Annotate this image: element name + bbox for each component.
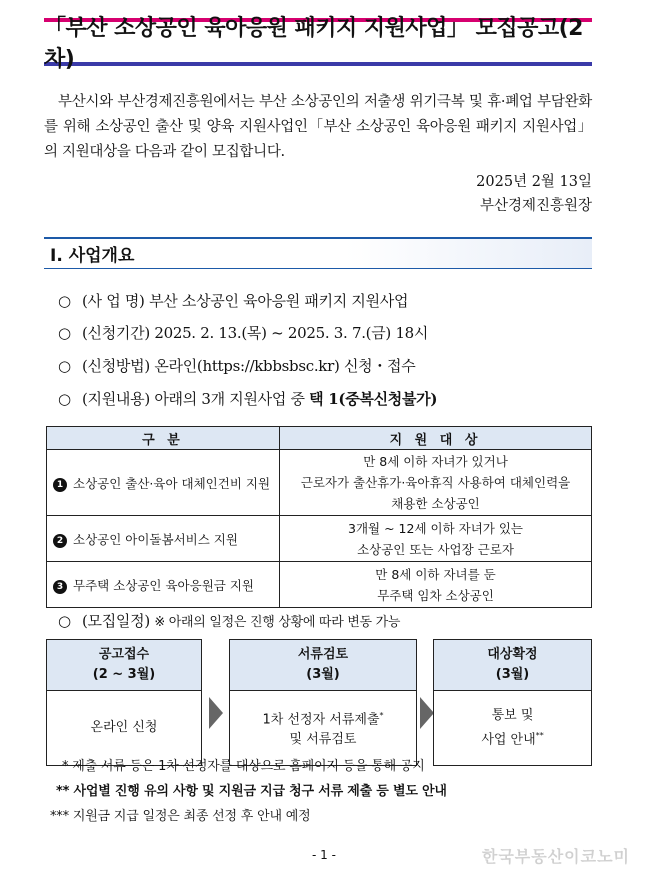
watermark: 한국부동산이코노미 (481, 847, 630, 866)
bullet-text: (신청기간) 2025. 2. 13.(목) ~ 2025. 3. 7.(금) 18시 (82, 324, 429, 342)
title-bar (44, 16, 592, 72)
table-header-target: 지 원 대 상 (280, 427, 592, 450)
section-title: Ⅰ. 사업개요 (50, 246, 135, 266)
schedule-step-header (47, 640, 201, 691)
target-line: 채용한 소상공인 (391, 496, 480, 511)
target-line: 3개월 ~ 12세 이하 자녀가 있는 (348, 520, 523, 536)
bullet-schedule (58, 610, 400, 631)
schedule-step-header (230, 640, 416, 691)
footnote-mark: ** (535, 730, 544, 740)
footnote-1: * 제출 서류 등은 1차 선정자를 대상으로 홈페이지 등을 통해 공지 (62, 759, 425, 774)
bullet-text: (사 업 명) 부산 소상공인 육아응원 패키지 지원사업 (82, 292, 409, 310)
table-cell-target (280, 450, 592, 516)
page-number: - 1 - (312, 848, 336, 862)
schedule-step-title: 대상확정 (487, 647, 538, 662)
table-cell-target (280, 516, 592, 562)
program-name: 무주택 소상공인 육아응원금 지원 (73, 577, 254, 593)
target-line: 근로자가 출산휴가·육아휴직 사용하여 대체인력을 (300, 475, 571, 490)
schedule-step-body (434, 691, 591, 765)
program-name: 소상공인 출산·육아 대체인건비 지원 (73, 475, 271, 491)
issuer: 부산경제진흥원장 (479, 198, 592, 214)
bullet-support-content (58, 388, 437, 409)
schedule-step-1 (46, 639, 202, 766)
support-table (46, 426, 592, 608)
table-cell-program (47, 562, 280, 608)
target-line: 만 8세 이하 자녀가 있거나 (363, 454, 508, 469)
schedule-step-text: 온라인 신청 (90, 720, 158, 735)
circle-bullet-icon: ○ (58, 292, 71, 310)
number-2-icon: 2 (53, 534, 67, 548)
circle-bullet-icon: ○ (58, 324, 71, 342)
schedule-step-text: 1차 선정자 서류제출 (262, 712, 380, 728)
bullet-project-name (58, 290, 408, 311)
table-cell-program (47, 516, 280, 562)
table-cell-program (47, 450, 280, 516)
schedule-step-title: 공고접수 (98, 647, 150, 662)
section-header (44, 237, 592, 269)
circle-bullet-icon: ○ (58, 357, 71, 375)
target-line: 무주택 임차 소상공인 (377, 587, 494, 603)
bullet-text: (지원내용) 아래의 3개 지원사업 중 (82, 390, 310, 408)
schedule-step-text: 사업 안내 (481, 732, 536, 748)
arrow-right-icon (209, 697, 223, 729)
target-line: 소상공인 또는 사업장 근로자 (357, 541, 514, 557)
table-row (47, 516, 592, 562)
arrow-right-icon (420, 697, 434, 729)
schedule-step-period: (3월) (306, 667, 340, 682)
bullet-apply-period (58, 322, 428, 343)
footnote-2: ** 사업별 진행 유의 사항 및 지원금 지급 청구 서류 제출 등 별도 안내 (56, 784, 447, 799)
schedule-step-2 (229, 639, 417, 766)
table-row (47, 562, 592, 608)
schedule-step-text: 통보 및 (491, 707, 534, 723)
footnote-mark: * (379, 710, 384, 720)
bullet-text: (모집일정) (82, 612, 155, 630)
intro-paragraph: 부산시와 부산경제진흥원에서는 부산 소상공인의 저출생 위기극복 및 휴·폐업 부담완화를 위해 소상공인 출산 및 양육 지원사업인「부산 소상공인 육아응원 패키지 지원사업」의 지원대상을 다음과 같이 모집합니다. (44, 94, 592, 160)
number-1-icon: 1 (53, 478, 67, 492)
table-header-category: 구 분 (47, 427, 280, 450)
table-header-row (47, 427, 592, 450)
schedule-step-period: (2 ~ 3월) (92, 667, 156, 682)
schedule-step-body (230, 691, 416, 765)
schedule-step-3 (433, 639, 592, 766)
schedule-note: ※ 아래의 일정은 진행 상황에 따라 변동 가능 (154, 615, 401, 630)
footnote-3: *** 지원금 지급 일정은 최종 선정 후 안내 예정 (50, 809, 311, 824)
bullet-text: (신청방법) 온라인(https://kbbsbsc.kr) 신청・접수 (82, 357, 416, 375)
bullet-emphasis: 택 1(중복신청불가) (309, 390, 438, 408)
page-title: 「부산 소상공인 육아응원 패키지 지원사업」 모집공고(2차) (44, 16, 583, 72)
schedule-step-header (434, 640, 591, 691)
schedule-step-line (263, 706, 384, 730)
target-line: 만 8세 이하 자녀를 둔 (375, 566, 496, 582)
schedule-step-line (481, 726, 543, 750)
issue-block (476, 170, 592, 218)
bullet-apply-method (58, 355, 415, 376)
table-cell-target (280, 562, 592, 608)
schedule-step-title: 서류검토 (297, 647, 349, 662)
number-3-icon: 3 (53, 580, 67, 594)
circle-bullet-icon: ○ (58, 390, 71, 408)
issue-date: 2025년 2월 13일 (476, 174, 592, 190)
schedule-step-text: 및 서류검토 (289, 732, 357, 748)
schedule-step-period: (3월) (495, 667, 530, 682)
table-row (47, 450, 592, 516)
schedule-step-body (47, 691, 201, 765)
circle-bullet-icon: ○ (58, 612, 71, 630)
program-name: 소상공인 아이돌봄서비스 지원 (73, 531, 238, 547)
